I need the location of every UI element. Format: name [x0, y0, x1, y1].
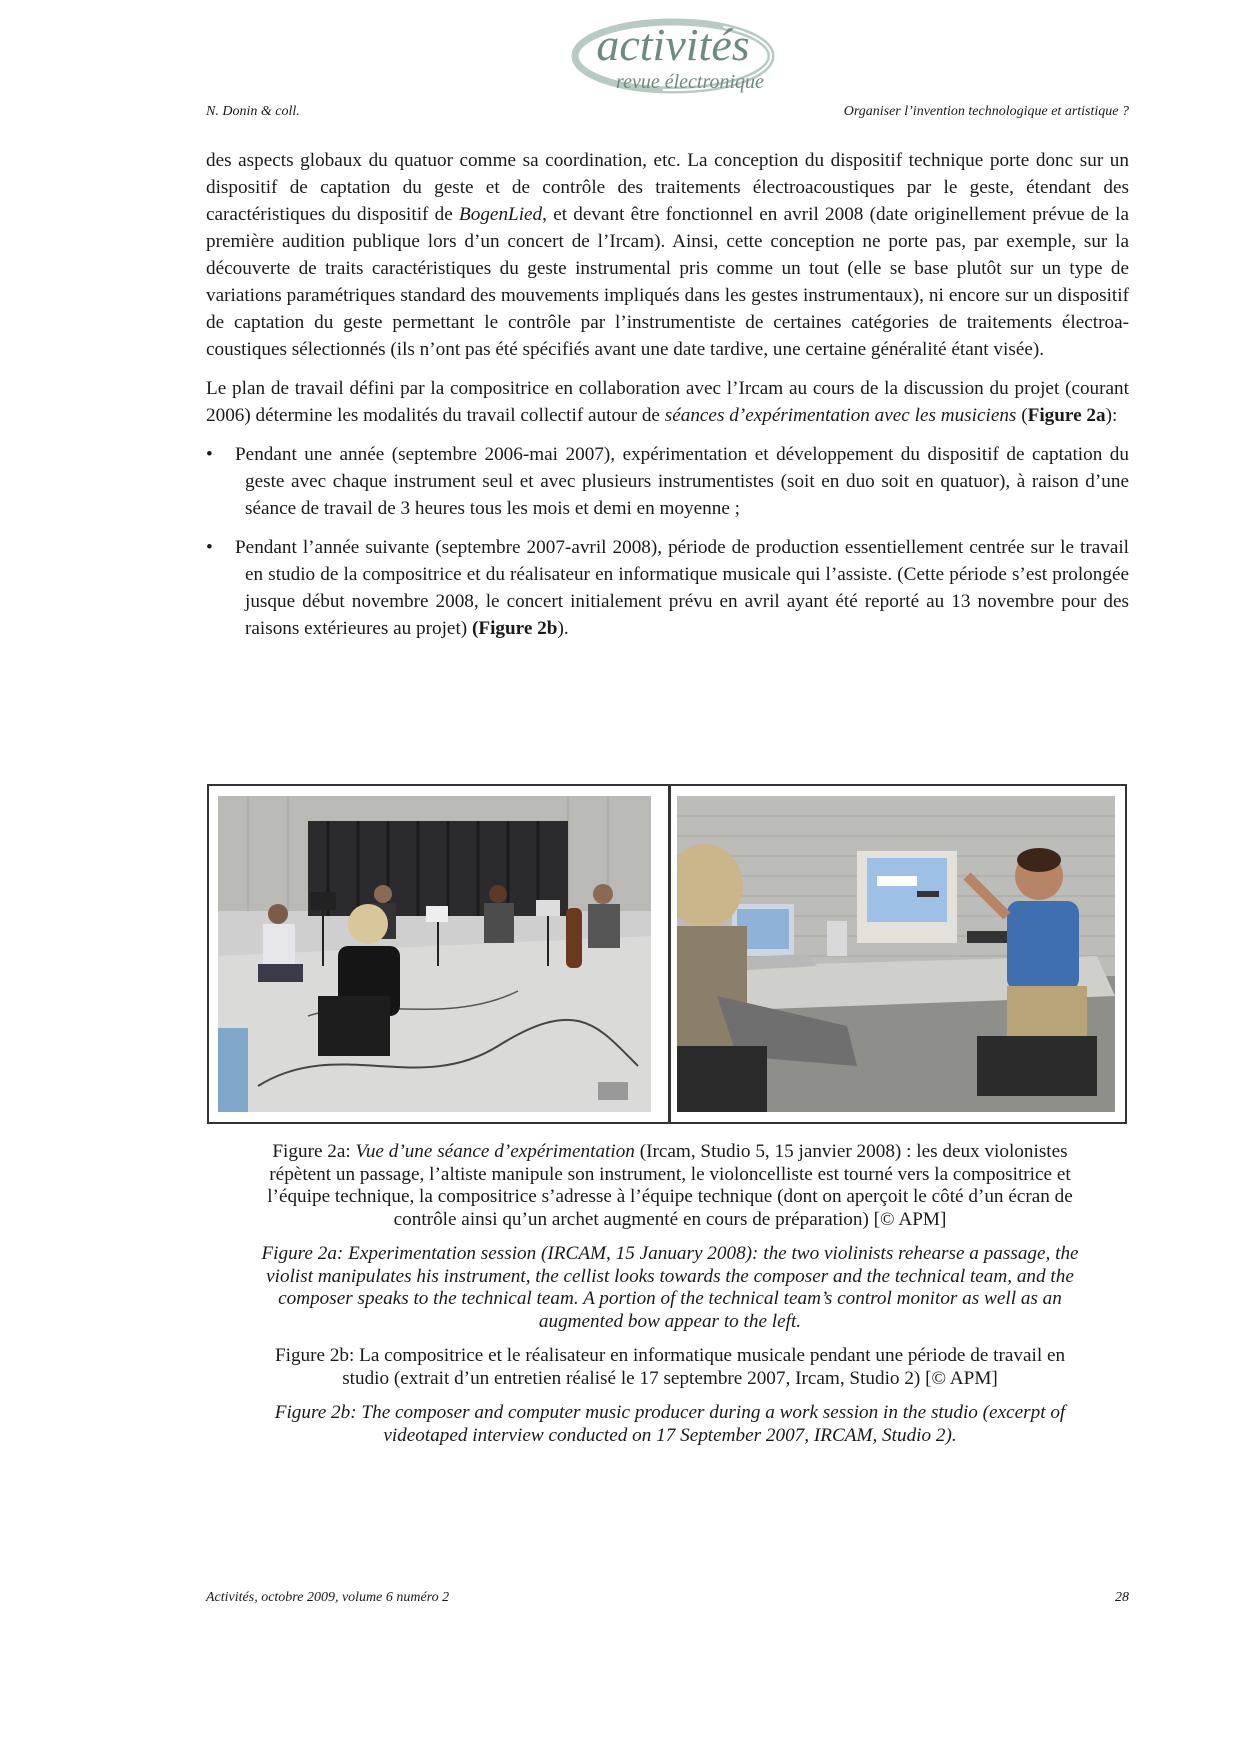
photo-figure-2b — [677, 796, 1115, 1112]
figure-ref-2b[interactable]: (Figure 2b — [471, 618, 558, 639]
logo-subtitle: revue électronique — [616, 71, 764, 93]
list-item: • Pendant une année (septembre 2006-mai 2007), expérimentation et développement du dispositif de captation du geste avec chaque instrument seul et avec plusieurs instrumentistes (soit en duo soit en quatuor), à raison d’une séance de travail de 3 heures tous les mois et demi en moyenne ; — [206, 441, 1129, 522]
bullet-icon: • — [206, 444, 213, 465]
running-header-authors: N. Donin & coll. — [206, 104, 300, 119]
bullet-icon: • — [206, 537, 213, 558]
figure-captions — [250, 1141, 1090, 1459]
article-body — [206, 147, 1129, 654]
caption-2a-en: Figure 2a: Experimentation session (IRCAM, 15 January 2008): the two violinists rehearse a passage, the violist manipulates his instrument, the cellist looks towards the composer and the technical team, and the composer speaks to the technical team. A portion of the technical team’s control monitor as well as an augmented bow appear to the left. — [261, 1243, 1079, 1332]
list-item: • Pendant l’année suivante (septembre 2007-avril 2008), période de production essentiellement centrée sur le travail en studio de la compositrice et du réalisateur en informatique musicale qui l’assiste. (Cette période s’est prolongée jusque début novembre 2008, le concert initialement prévu en avril ayant été reporté au 13 novembre pour des raisons extérieures au projet) (Figure 2b). — [206, 534, 1129, 642]
emphasis-bogenlied: BogenLied — [459, 204, 543, 225]
paragraph-2: Le plan de travail défini par la compositrice en collaboration avec l’Ircam au cours de la discussion du projet (courant 2006) détermine les modalités du travail collectif autour de séances d’expérimentation avec les musiciens (Figure 2a): — [206, 378, 1129, 426]
figure-divider — [668, 786, 671, 1122]
caption-2b-fr: Figure 2b: La compositrice et le réalisateur en informatique musicale pendant une période de travail en studio (extrait d’un entretien réalisé le 17 septembre 2007, Ircam, Studio 2) [© APM] — [274, 1345, 1066, 1389]
journal-logo — [570, 10, 776, 100]
studio-photo-icon — [677, 796, 1115, 1112]
caption-2b-en: Figure 2b: The composer and computer music producer during a work session in the studio (excerpt of videotaped interview conducted on 17 September 2007, IRCAM, Studio 2). — [274, 1402, 1066, 1446]
page-number: 28 — [1115, 1590, 1129, 1605]
rehearsal-photo-icon — [218, 796, 651, 1112]
paragraph-1: des aspects globaux du quatuor comme sa coordination, etc. La conception du dispositif technique porte donc sur un dispositif de captation du geste et de contrôle des traitements électroacoustiques par le geste, étendant des caractéristiques du dispositif de BogenLied, et devant être fonctionnel en avril 2008 (date originellement prévue de la première audition publique lors d’un concert de l’Ircam). Ainsi, cette conception ne porte pas, par exemple, sur la découverte de traits caractéristiques du geste instrumental pris comme un tout (elle se base plutôt sur un type de variations paramétriques standard des mouvements impliqués dans les gestes instrumentaux), ni encore sur un dispositif de captation du geste permettant le contrôle par l’instrumentiste de certaines catégories de traitements électroacoustiques sélectionnés (ils n’ont pas été spécifiés avant une date tardive, une certaine généralité étant visée). — [206, 150, 1129, 360]
footer-journal-info: Activités, octobre 2009, volume 6 numéro 2 — [206, 1590, 450, 1605]
figure-2 — [207, 784, 1127, 1124]
bullet-list — [206, 441, 1129, 642]
logo-title: activités — [596, 19, 750, 70]
caption-2a-fr: Figure 2a: Vue d’une séance d’expérimentation (Ircam, Studio 5, 15 janvier 2008) : les deux violonistes répètent un passage, l’altiste manipule son instrument, le violoncelliste est tourné vers la compositrice et l’équipe technique, la compositrice s’adresse à l’équipe technique (dont on aperçoit le côté d’un écran de contrôle ainsi qu’un archet augmenté en cours de préparation) [© APM] — [267, 1141, 1073, 1230]
emphasis-seances: séances d’expérimentation avec les musiciens — [664, 405, 1017, 426]
running-header-title: Organiser l’invention technologique et artistique ? — [843, 104, 1129, 119]
photo-figure-2a — [218, 796, 651, 1112]
figure-ref-2a[interactable]: Figure 2a — [1027, 405, 1106, 426]
logo-swash-icon — [570, 10, 776, 100]
